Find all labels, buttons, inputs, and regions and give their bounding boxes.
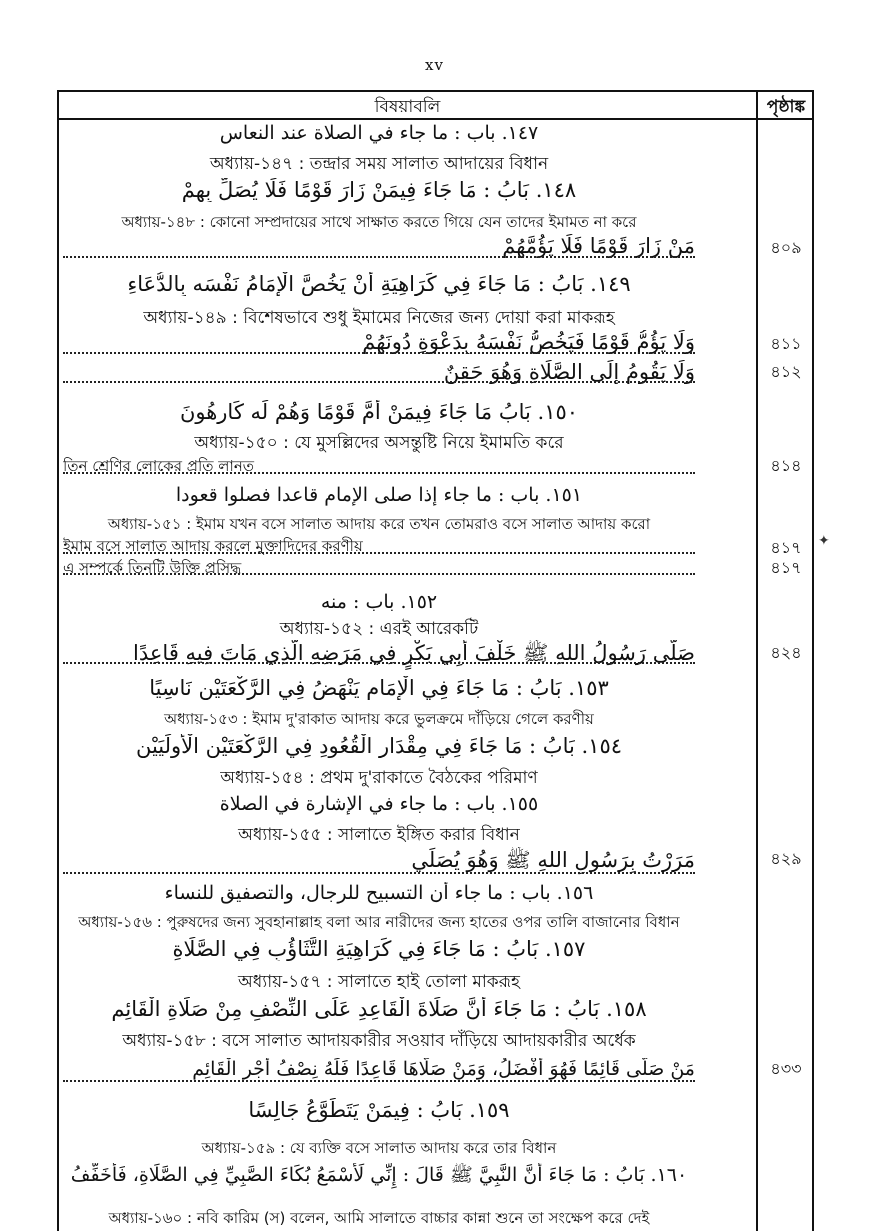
chapter-159-arabic: ١٥٩. بَابُ : فِيمَنْ يَتَطَوَّعُ جَالِسًا (248, 1098, 510, 1122)
chapter-156-bengali: অধ্যায়-১৫৬ : পুরুষদের জন্য সুবহানাল্লাহ বলা আর নারীদের জন্য হাতের ওপর তালি বাজানোর বিধান (78, 913, 680, 931)
entry-hadith-visit-people: مَنْ زَارَ قَوْمًا فَلَا يَؤُمَّهُمْ (502, 234, 695, 258)
chapter-154-bengali: অধ্যায়-১৫৪ : প্রথম দু'রাকাতে বৈঠকের পরিমাণ (220, 768, 538, 788)
chapter-156-arabic: ١٥٦. باب : ما جاء أن التسبيح للرجال، والتصفيق للنساء (164, 882, 594, 904)
page-ref: ৪১৭ (770, 558, 802, 577)
dotted-leader (63, 552, 695, 554)
header-topics: বিষয়াবলি (374, 97, 441, 117)
entry-muqtadi-duty: ইমাম বসে সালাত আদায় করলে মুক্তাদিদের করণীয় (63, 537, 363, 555)
page-ref: ৪১৭ (770, 538, 802, 557)
chapter-152-bengali: অধ্যায়-১৫২ : এরই আরেকটি (279, 619, 479, 639)
chapter-149-arabic: ١٤٩. بَابُ : مَا جَاءَ فِي كَرَاهِيَةِ أَنْ يَخُصَّ الْإِمَامُ نَفْسَه بِالدُّعَاءِ (127, 272, 631, 296)
page-ref: ৪০৯ (770, 238, 802, 257)
page-ref: ৪১১ (770, 334, 802, 353)
chapter-148-bengali: অধ্যায়-১৪৮ : কোনো সম্প্রদায়ের সাথে সাক্ষাত করতে গিয়ে যেন তাদের ইমামত না করে (121, 213, 637, 231)
chapter-155-arabic: ١٥٥. باب : ما جاء في الإشارة في الصلاة (219, 793, 539, 815)
page-ref: ৪২৯ (770, 849, 802, 868)
chapter-155-bengali: অধ্যায়-১৫৫ : সালাতে ইঙ্গিত করার বিধান (238, 825, 520, 845)
chapter-153-bengali: অধ্যায়-১৫৩ : ইমাম দু'রাকাত আদায় করে ভুলক্রমে দাঁড়িয়ে গেলে করণীয় (164, 710, 594, 728)
chapter-151-bengali: অধ্যায়-১৫১ : ইমাম যখন বসে সালাত আদায় করে তখন তোমরাও বসে সালাত আদায় করো (107, 515, 651, 533)
dotted-leader (63, 381, 695, 383)
chapter-157-arabic: ١٥٧. بَابُ : مَا جَاءَ فِي كَرَاهِيَةِ التَّثَاؤُبِ فِي الصَّلَاةِ (172, 937, 586, 961)
entry-three-cursed: তিন শ্রেণির লোকের প্রতি লানত (63, 457, 255, 475)
chapter-150-arabic: ١٥٠. بَابُ مَا جَاءَ فِيمَنْ أَمَّ قَوْمًا وَهُمْ لَه كَارِهُونَ (179, 400, 579, 424)
chapter-148-arabic: ١٤٨. بَابُ : مَا جَاءَ فِيمَنْ زَارَ قَوْمًا فَلَا يُصَلِّ بِهِمْ (181, 178, 577, 202)
dotted-leader (63, 1080, 695, 1082)
header-page: পৃষ্ঠাঙ্ক (766, 97, 806, 117)
chapter-159-bengali: অধ্যায়-১৫৯ : যে ব্যক্তি বসে সালাত আদায় করে তার বিধান (201, 1139, 557, 1157)
chapter-150-bengali: অধ্যায়-১৫০ : যে মুসল্লিদের অসন্তুষ্টি নিয়ে ইমামতি করে (194, 433, 564, 453)
dotted-leader (63, 256, 695, 258)
dotted-leader (63, 573, 695, 575)
chapter-147-arabic: ١٤٧. باب : ما جاء في الصلاة عند النعاس (219, 122, 539, 144)
entry-three-opinions: এ সম্পর্কে তিনটি উক্তি প্রসিদ্ধ (63, 559, 242, 577)
chapter-160-arabic: ١٦٠. بَابُ : مَا جَاءَ أَنَّ النَّبِيَّ ﷺ قَالَ : إِنِّي لَأَسْمَعُ بُكَاءَ الصَّبِيِّ فِي الصَّلَاةِ، فَأُخَفِّفُ (70, 1164, 688, 1186)
entry-hadith-standing-prayer: مَنْ صَلَّى قَائِمًا فَهُوَ أَفْضَلُ، وَمَنْ صَلَّاهَا قَاعِدًا فَلَهُ نِصْفُ أَجْرِ الْقَائِمِ (192, 1058, 695, 1080)
page-ref: ৪১২ (770, 362, 802, 381)
ink-speck: ✦ (818, 533, 830, 549)
dotted-leader (63, 662, 695, 664)
page-ref: ৪২৪ (770, 643, 802, 662)
page-number: xv (425, 56, 444, 74)
chapter-154-arabic: ١٥٤. بَابُ : مَا جَاءَ فِي مِقْدَارِ الْقُعُودِ فِي الرَّكْعَتَيْنِ الْأُولَيَيْنِ (135, 734, 623, 758)
chapter-157-bengali: অধ্যায়-১৫৭ : সালাতে হাই তোলা মাকরূহ (238, 972, 520, 992)
chapter-149-bengali: অধ্যায়-১৪৯ : বিশেষভাবে শুধু ইমামের নিজের জন্য দোয়া করা মাকরূহ (143, 308, 615, 328)
chapter-147-bengali: অধ্যায়-১৪৭ : তন্দ্রার সময় সালাত আদায়ের বিধান (209, 154, 549, 174)
chapter-152-arabic: ١٥٢. باب : منه (320, 591, 438, 613)
page-ref: ৪১৪ (770, 456, 802, 475)
entry-hadith-passed-prophet: مَرَرْتُ بِرَسُولِ اللهِ ﷺ وَهُوَ يُصَلِّي (411, 848, 695, 872)
entry-hadith-prayer-needing: وَلَا يَقُومُ إِلَى الصَّلَاةِ وَهُوَ حَقِنٌ (443, 360, 695, 384)
chapter-151-arabic: ١٥١. باب : ما جاء إذا صلى الإمام قاعدا فصلوا قعودا (175, 484, 583, 506)
chapter-158-arabic: ١٥٨. بَابُ : مَا جَاءَ أَنَّ صَلَاةَ الْقَاعِدِ عَلَى النِّصْفِ مِنْ صَلَاةِ الْقَائِمِ (111, 997, 647, 1021)
dotted-leader (63, 472, 695, 474)
dotted-leader (63, 872, 695, 874)
chapter-158-bengali: অধ্যায়-১৫৮ : বসে সালাত আদায়কারীর সওয়াব দাঁড়িয়ে আদায়কারীর অর্ধেক (122, 1031, 636, 1051)
chapter-153-arabic: ١٥٣. بَابُ : مَا جَاءَ فِي الْإِمَامِ يَنْهَضُ فِي الرَّكْعَتَيْنِ نَاسِيًا (149, 676, 609, 700)
dotted-leader (63, 352, 695, 354)
page-ref: ৪৩৩ (770, 1059, 802, 1078)
chapter-160-bengali: অধ্যায়-১৬০ : নবি কারিম (স) বলেন, আমি সালাতে বাচ্চার কান্না শুনে তা সংক্ষেপ করে দেই (108, 1209, 650, 1227)
entry-hadith-abu-bakr: صَلَّى رَسُولُ اللهِ ﷺ خَلْفَ أَبِي بَكْرٍ فِي مَرَضِهِ الَّذِي مَاتَ فِيهِ قَاعِدًا (133, 641, 695, 665)
entry-hadith-dua: وَلَا يَؤُمُّ قَوْمًا فَيَخُصُّ نَفْسَهُ بِدَعْوَةٍ دُونَهُمْ (362, 330, 695, 354)
